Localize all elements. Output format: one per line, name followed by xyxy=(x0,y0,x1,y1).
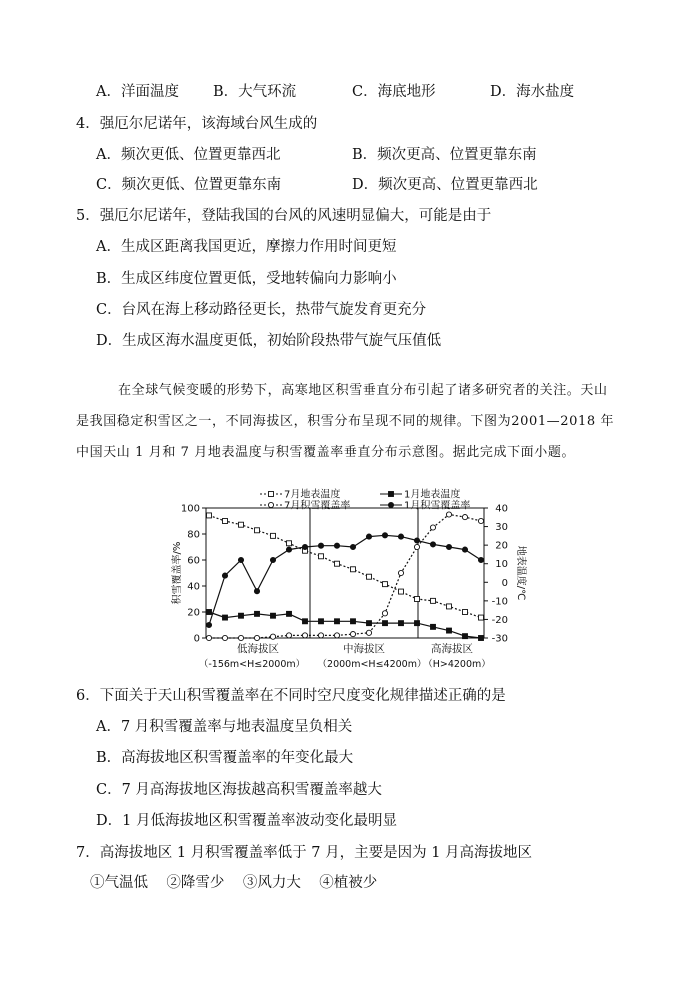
q3-option-d: D．海水盐度 xyxy=(490,84,575,100)
series-2-point xyxy=(222,635,227,640)
series-0-point xyxy=(255,528,260,533)
series-3-point xyxy=(446,544,451,549)
legend-label-2: 7月积雪覆盖率 xyxy=(284,500,351,512)
series-0-point xyxy=(239,522,244,527)
series-0-point xyxy=(383,582,388,587)
series-3-point xyxy=(382,533,387,538)
figure-chart xyxy=(160,488,530,678)
series-line-3 xyxy=(209,535,481,625)
left-tick-label: 40 xyxy=(187,581,200,593)
right-tick-label: -30 xyxy=(491,633,508,645)
left-axis-title: 积雪覆盖率/% xyxy=(172,541,183,605)
series-2-point xyxy=(318,633,323,638)
series-0-point xyxy=(287,541,292,546)
series-2-point xyxy=(462,515,467,520)
series-1-point xyxy=(303,619,308,624)
series-1-point xyxy=(367,621,372,626)
series-3-point xyxy=(366,534,371,539)
chart-svg xyxy=(160,488,530,674)
series-2-point xyxy=(334,633,339,638)
series-2-point xyxy=(350,632,355,637)
legend-label-1: 1月地表温度 xyxy=(404,489,461,501)
series-0-point xyxy=(319,554,324,559)
series-0-point xyxy=(351,567,356,572)
q4-option-c: C．频次更低、位置更靠东南 xyxy=(96,177,282,193)
q4-option-b: B．频次更高、位置更靠东南 xyxy=(352,147,537,163)
series-1-point xyxy=(399,621,404,626)
series-3-point xyxy=(398,534,403,539)
series-1-point xyxy=(479,636,484,641)
legend-label-0: 7月地表温度 xyxy=(284,489,341,501)
q5-option-a: A．生成区距离我国更近，摩擦力作用时间更短 xyxy=(96,239,397,255)
legend-marker-0 xyxy=(269,492,274,497)
range-label: （-156m<H≤2000m） xyxy=(198,659,306,670)
series-2-point xyxy=(398,570,403,575)
q4-option-a: A．频次更低、位置更靠西北 xyxy=(96,147,281,163)
series-2-point xyxy=(206,635,211,640)
series-2-point xyxy=(254,635,259,640)
series-3-point xyxy=(334,543,339,548)
series-2-point xyxy=(286,633,291,638)
series-2-point xyxy=(238,635,243,640)
q3-option-b: B．大气环流 xyxy=(213,84,297,100)
passage-line-3: 中国天山 1 月和 7 月地表温度与积雪覆盖率垂直分布示意图。据此完成下面小题。 xyxy=(76,445,576,460)
q6-option-b: B．高海拔地区积雪覆盖率的年变化最大 xyxy=(96,750,354,766)
series-1-point xyxy=(319,619,324,624)
right-tick-label: -20 xyxy=(491,614,508,626)
series-3-point xyxy=(206,622,211,627)
q5-option-d: D．生成区海水温度更低，初始阶段热带气旋气压值低 xyxy=(96,333,442,349)
series-2-point xyxy=(414,544,419,549)
right-tick-label: 30 xyxy=(495,522,508,534)
left-tick-label: 0 xyxy=(193,633,200,645)
series-3-point xyxy=(286,547,291,552)
q7-stem: 7．高海拔地区 1 月积雪覆盖率低于 7 月，主要是因为 1 月高海拔地区 xyxy=(76,845,533,861)
right-tick-label: 0 xyxy=(501,577,508,589)
series-2-point xyxy=(430,525,435,530)
series-1-point xyxy=(431,624,436,629)
q4-option-d: D．频次更高、位置更靠西北 xyxy=(352,177,538,193)
series-0-point xyxy=(431,598,436,603)
q6-option-c: C．7 月高海拔地区海拔越高积雪覆盖率越大 xyxy=(96,782,382,798)
series-0-point xyxy=(415,597,420,602)
series-1-point xyxy=(255,611,260,616)
series-3-point xyxy=(478,557,483,562)
series-0-point xyxy=(399,589,404,594)
right-tick-label: 20 xyxy=(495,540,508,552)
series-0-point xyxy=(207,513,212,518)
series-1-point xyxy=(447,628,452,633)
left-tick-label: 20 xyxy=(187,607,200,619)
series-1-point xyxy=(207,610,212,615)
series-0-point xyxy=(367,574,372,579)
series-3-point xyxy=(430,542,435,547)
q6-option-d: D．1 月低海拔地区积雪覆盖率波动变化最明显 xyxy=(96,813,397,829)
series-line-0 xyxy=(209,515,481,617)
right-tick-label: 40 xyxy=(495,503,508,515)
series-1-point xyxy=(351,619,356,624)
legend-marker-3 xyxy=(388,502,393,507)
series-0-point xyxy=(223,519,228,524)
series-3-point xyxy=(350,544,355,549)
region-label: 中海拔区 xyxy=(343,643,385,655)
series-1-point xyxy=(463,634,468,639)
series-2-point xyxy=(366,630,371,635)
region-label: 低海拔区 xyxy=(237,643,279,655)
q3-option-a: A．洋面温度 xyxy=(96,84,179,100)
series-1-point xyxy=(383,621,388,626)
q5-stem: 5．强厄尔尼诺年，登陆我国的台风的风速明显偏大，可能是由于 xyxy=(76,208,492,224)
q6-stem: 6．下面关于天山积雪覆盖率在不同时空尺度变化规律描述正确的是 xyxy=(76,688,506,704)
series-1-point xyxy=(223,615,228,620)
series-0-point xyxy=(271,533,276,538)
series-3-point xyxy=(254,589,259,594)
series-1-point xyxy=(271,613,276,618)
region-label: 高海拔区 xyxy=(431,643,473,655)
range-label: （2000m<H≤4200m） xyxy=(317,659,427,670)
series-1-point xyxy=(239,613,244,618)
series-2-point xyxy=(382,611,387,616)
left-tick-label: 100 xyxy=(180,503,200,515)
right-tick-label: 10 xyxy=(495,559,508,571)
series-3-point xyxy=(462,547,467,552)
series-3-point xyxy=(318,543,323,548)
passage-line-1: 在全球气候变暖的形势下，高寒地区积雪垂直分布引起了诸多研究者的关注。天山 xyxy=(118,383,608,398)
q4-stem: 4．强厄尔尼诺年，该海域台风生成的 xyxy=(76,116,318,132)
series-3-point xyxy=(222,573,227,578)
series-0-point xyxy=(479,615,484,620)
series-2-point xyxy=(478,518,483,523)
series-1-point xyxy=(335,619,340,624)
series-3-point xyxy=(238,557,243,562)
series-2-point xyxy=(446,512,451,517)
left-tick-label: 60 xyxy=(187,555,200,567)
q5-option-b: B．生成区纬度位置更低，受地转偏向力影响小 xyxy=(96,271,397,287)
series-0-point xyxy=(447,604,452,609)
series-line-1 xyxy=(209,612,481,638)
series-2-point xyxy=(302,633,307,638)
q3-option-c: C．海底地形 xyxy=(352,84,436,100)
series-3-point xyxy=(270,557,275,562)
legend-marker-2 xyxy=(268,502,273,507)
legend-marker-1 xyxy=(389,492,394,497)
series-2-point xyxy=(270,634,275,639)
q6-option-a: A．7 月积雪覆盖率与地表温度呈负相关 xyxy=(96,719,353,735)
series-0-point xyxy=(463,610,468,615)
range-label: （H>4200m） xyxy=(423,659,491,670)
series-0-point xyxy=(335,561,340,566)
series-1-point xyxy=(287,611,292,616)
passage-line-2: 是我国稳定积雪区之一，不同海拔区，积雪分布呈现不同的规律。下图为2001—2018 年 xyxy=(76,414,615,429)
right-tick-label: -10 xyxy=(491,596,508,608)
left-tick-label: 80 xyxy=(187,529,200,541)
series-1-point xyxy=(415,621,420,626)
q7-options: ①气温低 ②降雪少 ③风力大 ④植被少 xyxy=(90,875,378,891)
right-axis-title: 地表温度/℃ xyxy=(515,545,526,601)
legend-label-3: 1月积雪覆盖率 xyxy=(404,500,471,512)
series-3-point xyxy=(414,538,419,543)
q5-option-c: C．台风在海上移动路径更长，热带气旋发育更充分 xyxy=(96,302,427,318)
series-3-point xyxy=(302,544,307,549)
